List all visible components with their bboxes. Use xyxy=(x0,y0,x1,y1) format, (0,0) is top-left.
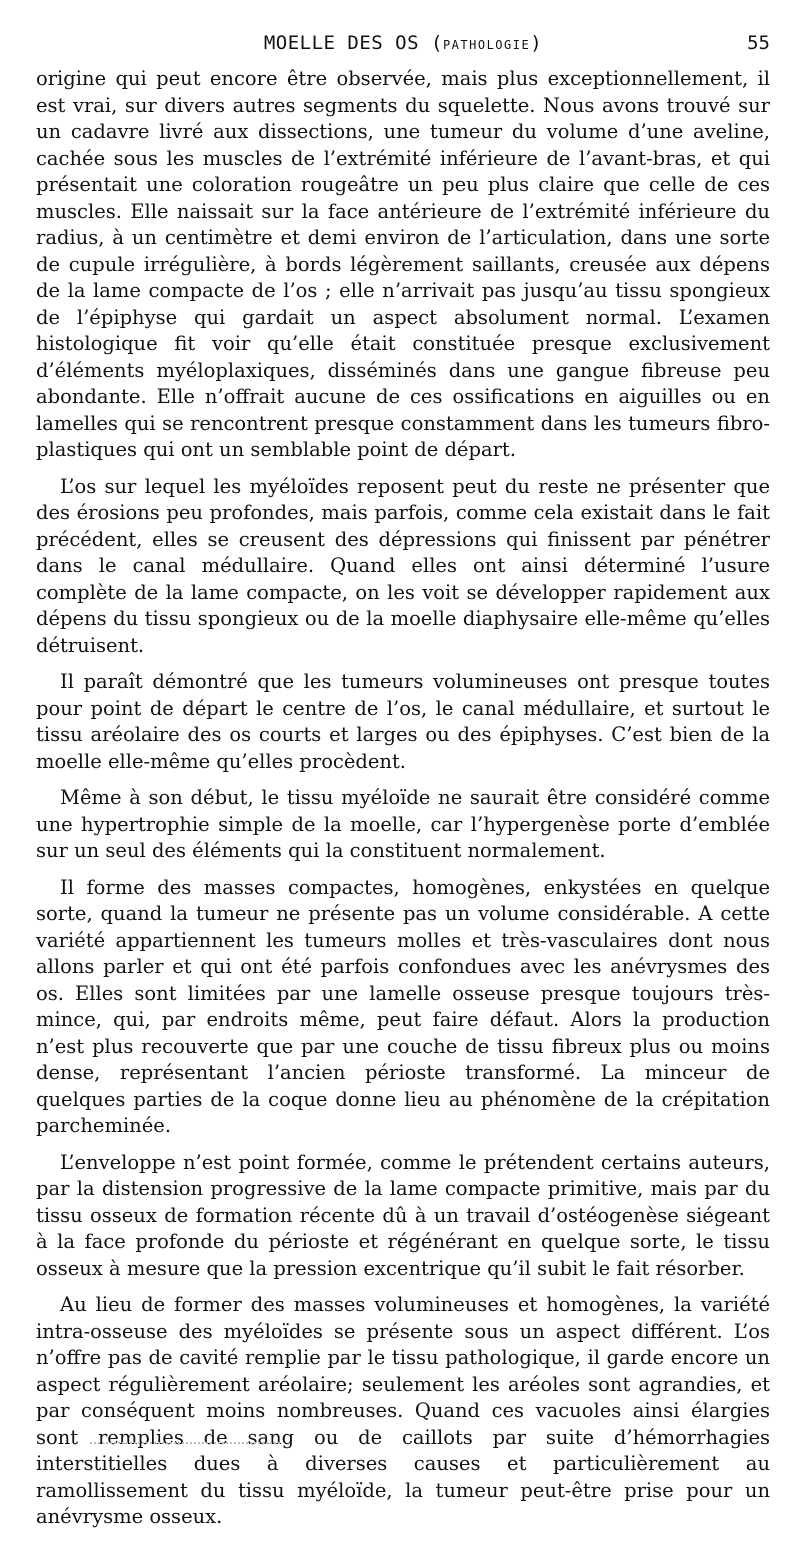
running-head xyxy=(36,30,770,56)
chapter-title: MOELLE DES OS xyxy=(263,32,420,54)
paragraph-7: Au lieu de former des masses volumineuses et homogènes, la variété intra-osseuse des myéloïdes se présente sous un aspect différent. L’os n’offre pas de cavité remplie par le tissu pathologique, il garde encore un aspect régulièrement aréolaire; seulement les aréoles sont agrandies, et par conséquent moins nombreuses. Quand ces vacuoles ainsi élargies sont remplies de sang ou de caillots par suite d’hémorrhagies interstitielles dues à diverses causes et particulièrement au ramollissement du tissu myéloïde, la tumeur peut-être prise pour un anévrysme osseux. xyxy=(36,1293,770,1528)
faint-footer-marks xyxy=(90,1442,280,1448)
page-number: 55 xyxy=(747,32,770,54)
paragraph-1: origine qui peut encore être observée, mais plus exceptionnellement, il est vrai, sur divers autres segments du squelette. Nous avons trouvé sur un cadavre livré aux dissections, une tumeur du volume d’une aveline, cachée sous les muscles de l’extrémité inférieure de l’avant-bras, et qui présentait une coloration rougeâtre un peu plus claire que celle de ces muscles. Elle naissait sur la face antérieure de l’extrémité inférieure du radius, à un centimètre et demi environ de l’articulation, dans une sorte de cupule irrégulière, à bords légèrement saillants, creusée aux dépens de la lame compacte de l’os ; elle n’arrivait pas jusqu’au tissu spongieux de l’épiphyse qui gardait un aspect absolument normal. L’examen histologique fit voir qu’elle était constituée presque exclusivement d’éléments myéloplaxiques, disséminés dans une gangue fibreuse peu abondante. Elle n’offrait aucune de ces ossifications en aiguilles ou en lamelles qui se rencontrent presque constamment dans les tumeurs fibro-plastiques qui ont un semblable point de départ. xyxy=(36,67,770,461)
chapter-subtitle: PATHOLOGIE xyxy=(442,38,531,52)
paragraph-2: L’os sur lequel les myéloïdes reposent peut du reste ne présenter que des érosions peu profondes, mais parfois, comme cela existait dans le fait précédent, elles se creusent des dépressions qui finissent par pénétrer dans le canal médullaire. Quand elles ont ainsi déterminé l’usure complète de la lame compacte, on les voit se développer rapidement aux dépens du tissu spongieux ou de la moelle diaphysaire elle-même qu’elles détruisent. xyxy=(36,474,770,657)
paragraph-5: Il forme des masses compactes, homogènes, enkystées en quelque sorte, quand la tumeur ne présente pas un volume considérable. A cette variété appartiennent les tumeurs molles et très-vasculaires dont nous allons parler et qui ont été parfois confondues avec les anévrysmes des os. Elles sont limitées par une lamelle osseuse presque toujours très-mince, qui, par endroits même, peut faire défaut. Alors la production n’est plus recouverte que par une couche de tissu fibreux plus ou moins dense, représentant l’ancien périoste transformé. La minceur de quelques parties de la coque donne lieu au phénomène de la crépitation parcheminée. xyxy=(36,875,770,1137)
running-head-title: MOELLE DES OS (PATHOLOGIE) xyxy=(263,32,543,54)
paragraph-3: Il paraît démontré que les tumeurs volumineuses ont presque toutes pour point de départ le centre de l’os, le canal médullaire, et surtout le tissu aréolaire des os courts et larges ou des épiphyses. C’est bien de la moelle elle-même qu’elles procèdent. xyxy=(36,670,770,773)
paragraph-6: L’enveloppe n’est point formée, comme le prétendent certains auteurs, par la distension progressive de la lame compacte primitive, mais par du tissu osseux de formation récente dû à un travail d’ostéogenèse siégeant à la face profonde du périoste et régénérant en quelque sorte, le tissu osseux à mesure que la pression excentrique qu’il subit le fait résorber. xyxy=(36,1150,770,1280)
paragraph-4: Même à son début, le tissu myéloïde ne saurait être considéré comme une hypertrophie simple de la moelle, car l’hypergenèse porte d’emblée sur un seul des éléments qui la constituent normalement. xyxy=(36,786,770,862)
body-text xyxy=(36,66,770,1541)
